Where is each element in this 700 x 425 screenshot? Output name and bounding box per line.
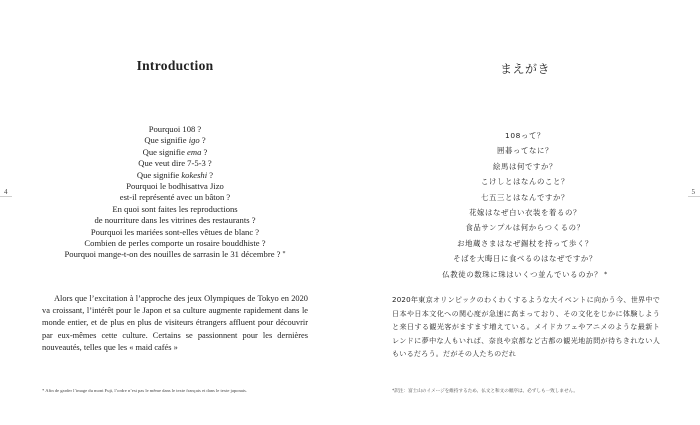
question-item: Que veut dire 7-5-3 ? [138,158,212,169]
question-item: Que signifie igo ? [144,135,206,146]
footnote: * Afin de garder l’image du mont Fuji, l’ordre n’est pas le même dans le texte français et dans le texte japonais. [42,388,247,393]
question-item: こけしとはなんのこと？ [481,177,569,187]
footnote-marker: * [282,251,286,258]
question-item: 食品サンプルは何からつくるの？ [465,223,585,233]
page-number: 5 [691,188,695,196]
question-item: 七五三とはなんですか？ [481,192,569,202]
question-item: est-il représenté avec un bâton ? [119,192,231,203]
question-item: 花嫁はなぜ白い衣装を着るの？ [469,208,581,218]
question-list [390,128,660,282]
page-edge-rule [688,196,700,197]
page-edge-rule [0,196,12,197]
question-item: Pourquoi les mariées sont-elles vêtues de blanc ? [90,226,260,237]
question-item: 囲碁ってなに？ [497,146,553,156]
question-item: Pourquoi le bodhisattva Jizo [126,181,224,192]
question-item: Combien de perles comporte un rosaire bouddhiste ? [84,238,266,249]
question-item [390,267,660,282]
question-list [50,124,300,261]
footnote: *訳注：富士山のイメージを維持するため、仏文と和文の順序は、必ずしも一致しません。 [392,389,579,394]
page-title: Introduction [136,58,214,73]
question-item: お地蔵さまはなぜ錫杖を持って歩く？ [457,238,593,248]
question-item: そばを大晦日に食べるのはなぜですか？ [453,254,597,264]
question-item: Que signifie kokeshi ? [136,169,214,180]
footnote-marker: * [604,270,608,278]
page-title: まえがき [499,62,550,76]
question-item [50,249,300,260]
question-item: 108って？ [505,131,545,140]
question-item: Pourquoi 108 ? [148,124,202,134]
question-text: Pourquoi mange-t-on des nouilles de sarrasin le 31 décembre ? [64,249,281,260]
question-item: Que signifie ema ? [142,146,208,157]
question-item: 絵馬は何ですか？ [493,161,557,171]
question-text: 仏教徒の数珠に珠はいくつ並んでいるのか？ [442,269,603,279]
page-number: 4 [4,188,8,196]
body-text: 2020年東京オリンピックのわくわくするような大イベントに向かう今、世界中で日本や日本文化への関心度が急速に高まっており、その文化をじかに体験しようと来日する観光客がますます増えている。メイドカフェやアニメのような最新トレンドに夢中な人もいれば、奈良や京都など古都の観光地訪問が待ちきれない人もいるだろう。だがその人たちのだれ [392,295,660,359]
right-page [350,0,700,425]
question-item: En quoi sont faites les reproductions [112,203,238,214]
question-item: de nourriture dans les vitrines des restaurants ? [94,215,256,226]
body-text: Alors que l’excitation à l’approche des jeux Olympiques de Tokyo en 2020 va croissant, l’intérêt pour le Japon et sa culture augmente rapidement dans le monde entier, et de plus en plus de visiteurs étrangers affluent pour découvrir par eux-mêmes cette culture. Certains se passionnent pour les dernières nouveautés, telles que les « maid cafés » [42,294,308,352]
